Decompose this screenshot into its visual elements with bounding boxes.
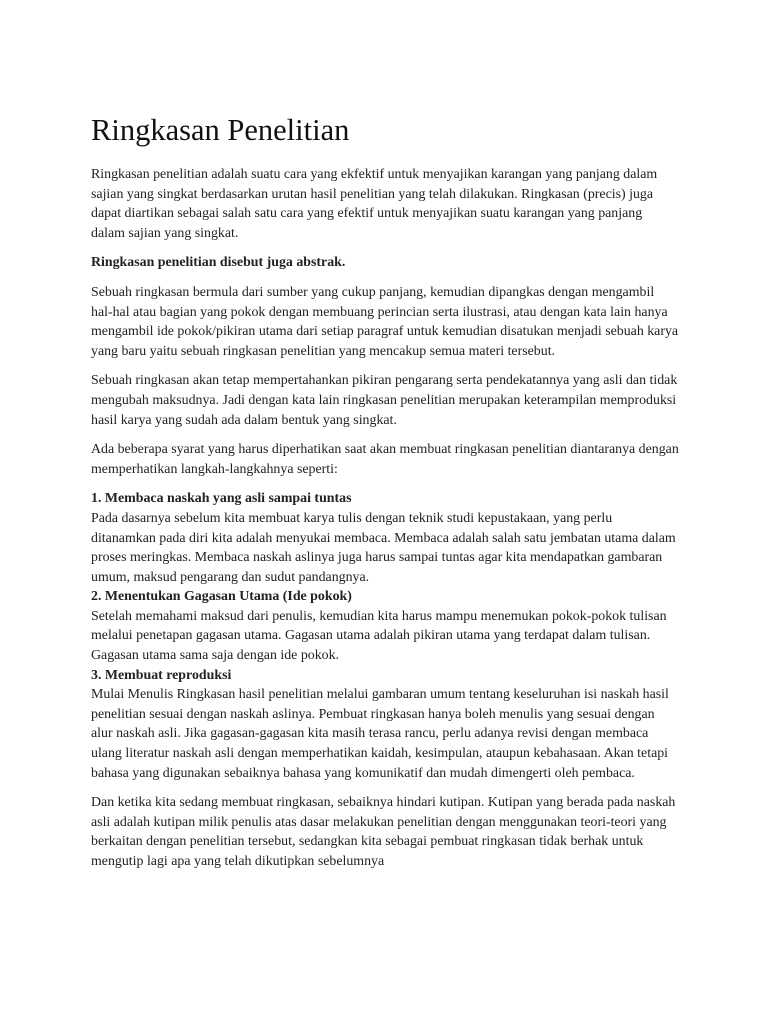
paragraph-definition: Ringkasan penelitian adalah suatu cara yang ekfektif untuk menyajikan karangan yang panjang dalam sajian yang singkat berdasarkan urutan hasil penelitian yang telah dilakukan. Ringkasan (precis) juga dapat diartikan sebagai salah satu cara yang efektif untuk menyajikan suatu karangan yang panjang dalam sajian yang singkat. bbox=[91, 167, 658, 241]
paragraph-quotations: Dan ketika kita sedang membuat ringkasan, sebaiknya hindari kutipan. Kutipan yang berada pada naskah asli adalah kutipan milik penulis atas dasar melakukan penelitian dengan menggunakan teori-teori yang berkaitan dengan penelitian tersebut, sedangkan kita sebagai pembuat ringkasan tidak berhak untuk mengutip lagi apa yang telah dikutipkan sebelumnya bbox=[91, 795, 676, 869]
step-3-heading: 3. Membuat reproduksi bbox=[91, 667, 232, 683]
paragraph-requirements-intro: Ada beberapa syarat yang harus diperhatikan saat akan membuat ringkasan penelitian diantaranya dengan memperhatikan langkah-langkahnya seperti: bbox=[91, 442, 679, 477]
step-3 bbox=[91, 666, 679, 784]
step-2 bbox=[91, 587, 679, 665]
step-1-heading: 1. Membaca naskah yang asli sampai tuntas bbox=[91, 491, 352, 507]
step-1 bbox=[91, 489, 679, 587]
step-3-body: Mulai Menulis Ringkasan hasil penelitian melalui gambaran umum tentang keseluruhan isi naskah hasil penelitian sesuai dengan naskah aslinya. Pembuat ringkasan hanya boleh menulis yang sesuai dengan alur naskah asli. Jika gagasan-gagasan kita masih terasa rancu, perlu adanya revisi dengan membaca ulang literatur naskah asli dengan memperhatikan kaidah, kesimpulan, ataupun kebahasaan. Akan tetapi bahasa yang digunakan sebaiknya bahasa yang komunikatif dan mudah dimengerti oleh pembaca. bbox=[91, 687, 669, 781]
page-title: Ringkasan Penelitian bbox=[91, 113, 350, 147]
document-page bbox=[91, 112, 679, 882]
paragraph-purpose: Sebuah ringkasan akan tetap mempertahankan pikiran pengarang serta pendekatannya yang asli dan tidak mengubah maksudnya. Jadi dengan kata lain ringkasan penelitian merupakan keterampilan memproduksi hasil karya yang sudah ada dalam bentuk yang singkat. bbox=[91, 373, 678, 428]
step-2-heading: 2. Menentukan Gagasan Utama (Ide pokok) bbox=[91, 589, 352, 605]
paragraph-abstract-note: Ringkasan penelitian disebut juga abstrak. bbox=[91, 255, 346, 271]
paragraph-origin: Sebuah ringkasan bermula dari sumber yang cukup panjang, kemudian dipangkas dengan mengambil hal-hal atau bagian yang pokok dengan membuang perincian serta ilustrasi, atau dengan kata lain hanya mengambil ide pokok/pikiran utama dari setiap paragraf untuk kemudian disatukan menjadi sebuah karya yang baru yaitu sebuah ringkasan penelitian yang mencakup semua materi tersebut. bbox=[91, 284, 679, 359]
step-2-body: Setelah memahami maksud dari penulis, kemudian kita harus mampu menemukan pokok-pokok tulisan melalui penetapan gagasan utama. Gagasan utama adalah pikiran utama yang terdapat dalam tulisan. Gagasan utama sama saja dengan ide pokok. bbox=[91, 608, 667, 664]
step-1-body: Pada dasarnya sebelum kita membuat karya tulis dengan teknik studi kepustakaan, yang perlu ditanamkan pada diri kita adalah menyukai membaca. Membaca adalah salah satu jembatan utama dalam proses meringkas. Membaca naskah aslinya juga harus sampai tuntas agar kita mendapatkan gambaran umum, maksud pengarang dan sudut pandangnya. bbox=[91, 510, 676, 585]
